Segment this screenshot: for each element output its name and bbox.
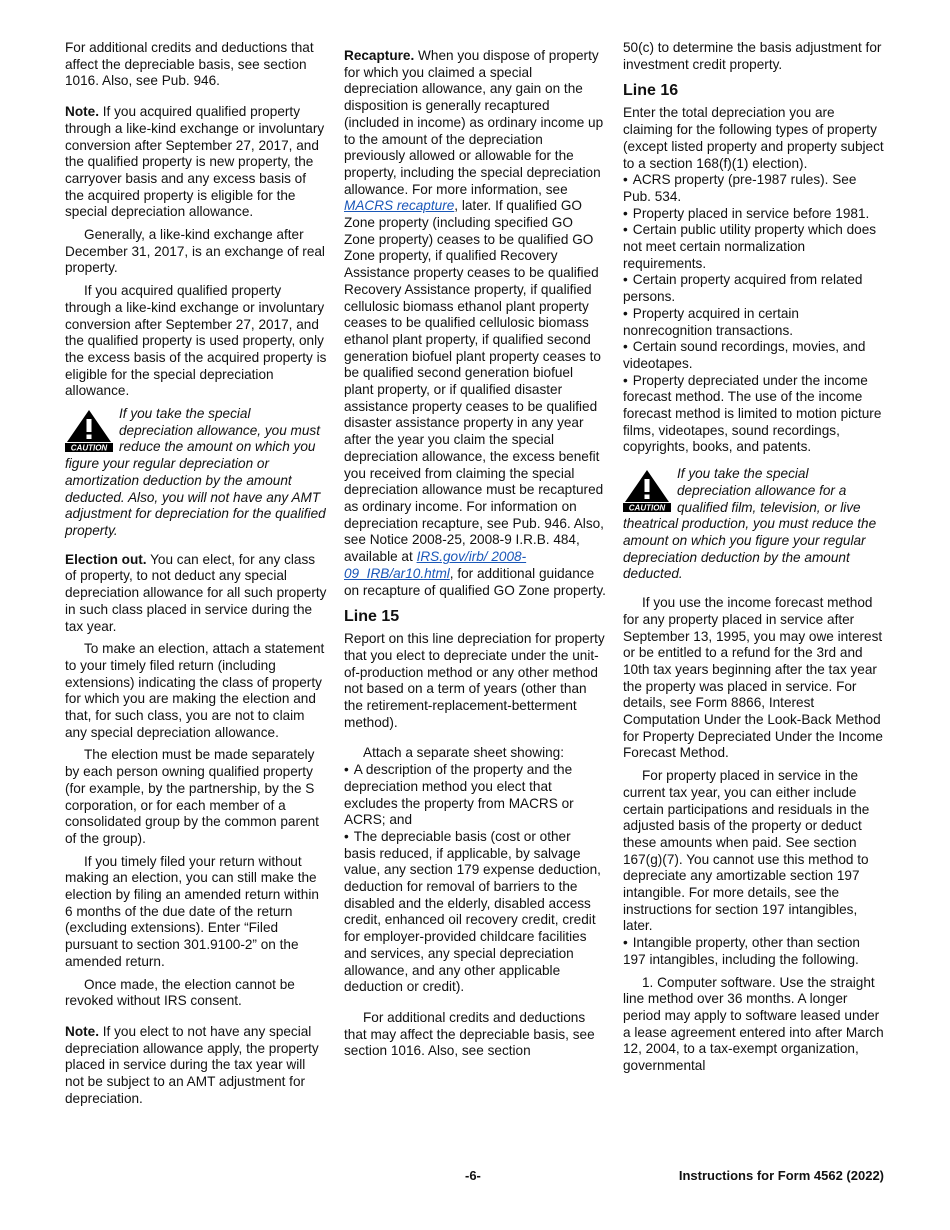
caution-text: If you take the special depreciation allowance, you must reduce the amount on which you figure your regular depreciation or amortization deduction by the amount deducted. Also, you will not have any AMT adjustment for depreciation for the qualified property. [65,406,326,538]
recapture-paragraph [344,48,606,599]
paragraph: The election must be made separately by each person owning qualified property (for example, by the partnership, by the S corporation, or for each member of a consolidated group by the common parent of the group). [65,747,319,846]
line-15-heading: Line 15 [344,608,400,626]
paragraph: 50(c) to determine the basis adjustment for investment credit property. [623,40,882,72]
page-number: -6- [465,1168,481,1183]
election-label: Election out. [65,551,147,567]
caution-label: CAUTION [628,503,666,513]
caution-icon [623,468,671,512]
bullet-item: • A description of the property and the depreciation method you elect that excludes the property from MACRS or ACRS; and [344,762,606,829]
paragraph: Enter the total depreciation you are claiming for the following types of property (except listed property and property subject to a section 168(f)(1) election). [623,105,884,171]
document-title: Instructions for Form 4562 (2022) [678,1168,884,1183]
note-label: Note. [65,104,99,120]
caution-label: CAUTION [70,443,108,453]
caution-box [65,406,327,540]
paragraph: For additional credits and deductions that affect the depreciable basis, see section 1016. Also, see Pub. 946. [65,40,314,89]
paragraph: Attach a separate sheet showing: [363,745,565,761]
note-text: If you acquired qualified property through a like-kind exchange or involuntary conversion after September 27, 2017, and the qualified property is new property, the carryover basis and any excess basis of the acquired property is eligible for the special depreciation allowance. [65,104,325,220]
bullet-item: • Property depreciated under the income forecast method. The use of the income forecast method is limited to motion picture films, videotapes, sound recordings, copyrights, books, and patents. [623,373,885,457]
note-label: Note. [65,1023,99,1039]
numbered-item: 1. Computer software. Use the straight line method over 36 months. A longer period may apply to software leased under a lease agreement entered into after March 12, 2004, to a tax-exempt organization, governmental [623,974,884,1074]
paragraph: If you timely filed your return without making an election, you can still make the election by filing an amended return within 6 months of the due date of the return (excluding extensions). Enter “Filed pursuant to section 301.9100-2” on the amended return. [65,853,319,969]
bullet-item: • Certain public utility property which does not meet certain normalization requirements. [623,222,885,272]
note-paragraph [65,1024,327,1108]
paragraph: For property placed in service in the current tax year, you can either include certain participations and residuals in the adjusted basis of the property or deduct these amounts when paid. See section 167(g)(7). You cannot use this method to depreciate any amortizable section 197 intangible. For more details, see the instructions for section 197 intangibles, later. [623,768,870,934]
paragraph: To make an election, attach a statement to your timely filed return (including extensions) indicating the class of property for which you are making the election and that, for such class, you are not to claim any special depreciation allowance. [65,641,325,740]
caution-text: If you take the special depreciation allowance for a qualified film, television, or live theatrical production, you must reduce the amount on which you figure your regular depreciation deduction by the amount deducted. [623,466,877,582]
paragraph: If you acquired qualified property through a like-kind exchange or involuntary conversion after September 27, 2017, and the qualified property is used property, only the excess basis of the acquired property is eligible for the special depreciation allowance. [65,283,327,399]
column-1 [65,40,327,1113]
irs-irb-link[interactable]: IRS.gov/irb/ 2008-09_IRB/ar10.html [344,549,527,581]
bullet-item: • Certain sound recordings, movies, and videotapes. [623,339,885,372]
recapture-label: Recapture. [344,48,415,63]
election-text: You can elect, for any class of property, to not deduct any special depreciation allowance for all such property in such class placed in service during the tax year. [65,551,327,634]
paragraph: If you use the income forecast method for any property placed in service after September 13, 1995, you may owe interest or be entitled to a refund for the 3rd and 10th tax years beginning after the tax year the property was placed in service. For details, see Form 8866, Interest Computation Under the Look-Back Method for Property Depreciated Under the Income Forecast Method. [623,595,883,761]
caution-box [623,466,885,583]
bullet-item: • ACRS property (pre-1987 rules). See Pub. 534. [623,172,885,205]
paragraph: Generally, a like-kind exchange after December 31, 2017, is an exchange of real property. [65,227,325,276]
paragraph: Report on this line depreciation for property that you elect to depreciate under the unit-of-production method or any other method not based on a term of years (other than the retirement-replacement-betterment method). [344,631,605,730]
bullet-item: • The depreciable basis (cost or other basis reduced, if applicable, by salvage value, any section 179 expense deduction, deduction for removal of barriers to the disabled and the elderly, disabled access credit, enhanced oil recovery credit, credit for employer-provided childcare facilities and services, any special depreciation allowance, and any other applicable deduction or credit). [344,829,606,996]
note-text: If you elect to not have any special depreciation allowance apply, the property placed in service during the tax year will not be subject to an AMT adjustment for depreciation. [65,1023,319,1106]
recapture-text: , later. If qualified GO Zone property (including specified GO Zone property) ceases to be qualified GO Zone property, if qualified Recovery Assistance property ceases to be qualified Recovery Assistance property, if qualified cellulosic biomass ethanol plant property ceases to be qualified cellulosic biomass ethanol plant property, if qualified second generation biofuel plant property ceases to be qualified second generation biofuel plant property, or if qualified disaster assistance property ceases to be qualified disaster assistance property in any year after the year you claim the special depreciation allowance, the excess benefit you received from claiming the special depreciation allowance must be recaptured as ordinary income. For information on depreciation recapture, see Pub. 946. Also, see Notice 2008-25, 2008-9 I.R.B. 484, available at [344,198,604,565]
bullet-item: • Property placed in service before 1981. [623,206,885,223]
election-paragraph [65,552,327,636]
bullet-item: • Property acquired in certain nonrecognition transactions. [623,306,885,339]
caution-icon [65,408,113,452]
paragraph: For additional credits and deductions that may affect the depreciable basis, see section 1016. Also, see section [344,1009,595,1059]
bullet-item: • Certain property acquired from related persons. [623,272,885,305]
column-3 [623,40,885,1081]
bullet-item: • Intangible property, other than section 197 intangibles, including the following. [623,935,885,968]
column-2 [344,48,606,1066]
recapture-text: , for additional guidance on recapture of qualified GO Zone property. [344,565,606,598]
note-paragraph [65,104,327,221]
paragraph: Once made, the election cannot be revoked without IRS consent. [65,976,295,1009]
recapture-text: When you dispose of property for which you claimed a special depreciation allowance, any gain on the disposition is generally recaptured (included in income) as ordinary income up to the amount of the depreciation previously allowed or allowable for the property, including the special depreciation allowance. For more information, see [344,48,604,197]
macrs-recapture-link[interactable]: MACRS recapture [344,198,455,214]
line-16-heading: Line 16 [623,82,679,100]
